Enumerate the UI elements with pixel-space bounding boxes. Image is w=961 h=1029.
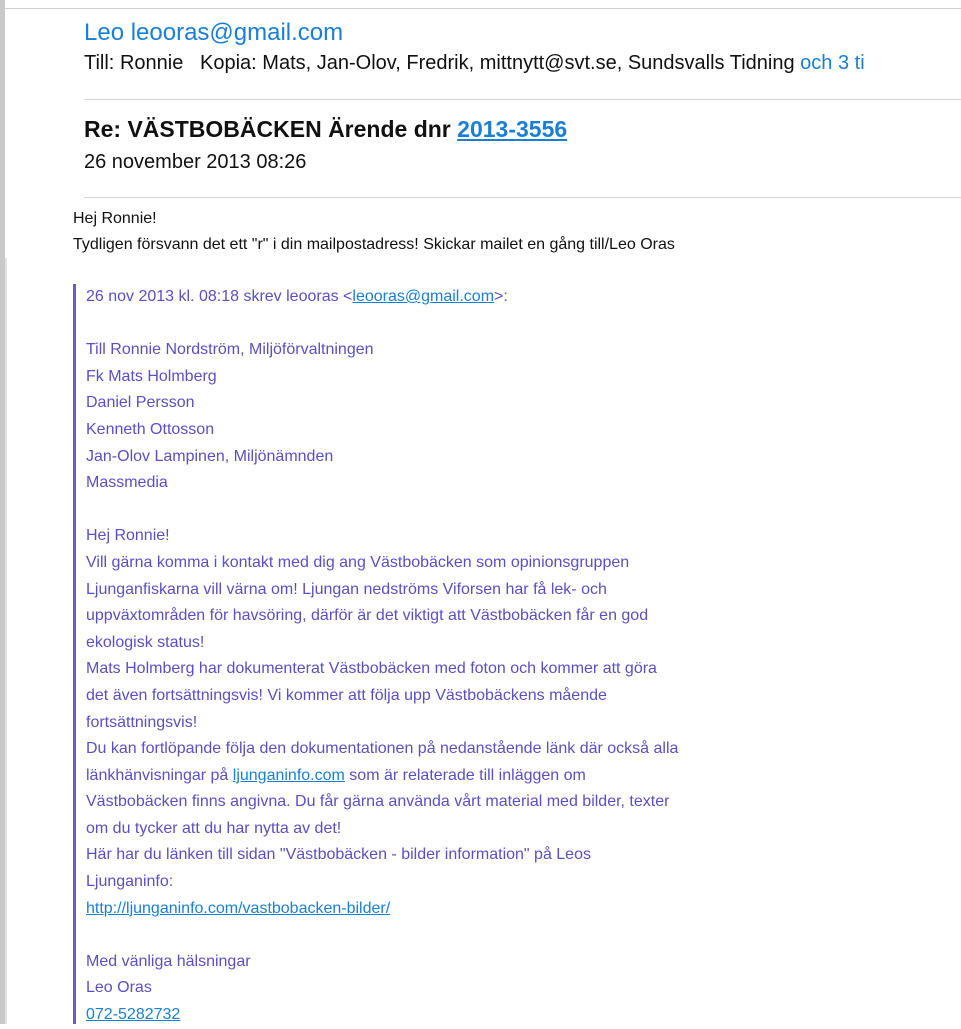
- subject-case-link[interactable]: 2013-3556: [457, 116, 568, 142]
- recipient-line: Till Ronnie Nordström, Miljöförvaltningen: [86, 341, 374, 359]
- sender[interactable]: Leo leooras@gmail.com: [84, 19, 344, 46]
- link-line-prefix: länkhänvisningar på: [86, 766, 233, 784]
- recipients-line: [84, 49, 865, 77]
- attribution-email-link[interactable]: leooras@gmail.com: [352, 288, 495, 305]
- recipient-line: Jan-Olov Lampinen, Miljönämnden: [86, 447, 334, 465]
- phone-link[interactable]: 072-5282732: [86, 1006, 181, 1024]
- ljunganinfo-link[interactable]: ljunganinfo.com: [232, 766, 345, 784]
- body-line: Mats Holmberg har dokumenterat Västbobäcken med foton och kommer att göra: [86, 660, 657, 678]
- pane-edge: [5, 258, 7, 1024]
- url-line: [86, 896, 678, 923]
- link-line-suffix: som är relaterade till inläggen om: [344, 766, 586, 784]
- to-recipient[interactable]: Ronnie: [119, 52, 184, 74]
- message-header: [84, 0, 961, 200]
- body-line: Vill gärna komma i kontakt med dig ang Västbobäcken som opinionsgruppen: [86, 553, 630, 571]
- subject: [84, 114, 567, 144]
- closing: Med vänliga hälsningar: [86, 952, 251, 970]
- phone-line: [86, 1002, 678, 1029]
- quote-greeting: Hej Ronnie!: [86, 527, 170, 545]
- cc-recipients[interactable]: Mats, Jan-Olov, Fredrik, mittnytt@svt.se, Sundsvalls Tidning: [262, 52, 795, 74]
- recipient-line: Fk Mats Holmberg: [86, 367, 217, 385]
- body-line: Här har du länken till sidan "Västbobäcken - bilder information" på Leos: [86, 846, 591, 864]
- recipient-line: Massmedia: [86, 474, 168, 492]
- body-line: uppväxtområden för havsöring, därför är det viktigt att Västbobäcken får en god: [86, 607, 649, 625]
- intro-greeting: Hej Ronnie!: [73, 210, 157, 227]
- recipient-line: Daniel Persson: [86, 394, 195, 412]
- body-line: Ljunganinfo:: [86, 873, 174, 891]
- body-line: det även fortsättningsvis! Vi kommer att följa upp Västbobäckens mående: [86, 686, 607, 704]
- vastbobacken-url-link[interactable]: http://ljunganinfo.com/vastbobacken-bilder/: [86, 899, 391, 917]
- body-line-with-link: [86, 763, 678, 790]
- body-divider: [84, 197, 961, 198]
- attribution-text: 26 nov 2013 kl. 08:18 skrev leooras <: [86, 288, 353, 305]
- body-line: Västbobäcken finns angivna. Du får gärna använda vårt material med bilder, texter: [86, 793, 670, 811]
- body-line: Du kan fortlöpande följa den dokumentationen på nedanstående länk där också alla: [86, 740, 679, 758]
- header-divider: [84, 99, 961, 100]
- body-line: fortsättningsvis!: [86, 713, 198, 731]
- attribution-suffix: >:: [494, 288, 508, 305]
- intro-text: Tydligen försvann det ett "r" i din mailpostadress! Skickar mailet en gång till/Leo Oras: [73, 236, 675, 253]
- body-line: Ljunganfiskarna vill värna om! Ljungan nedströms Viforsen har få lek- och: [86, 580, 607, 598]
- more-recipients-link[interactable]: och 3 ti: [800, 52, 865, 74]
- signature-name: Leo Oras: [86, 979, 152, 997]
- body-line: ekologisk status!: [86, 633, 205, 651]
- cc-label: Kopia:: [200, 52, 257, 74]
- message-intro: [73, 206, 675, 258]
- message-date: 26 november 2013 08:26: [84, 151, 307, 173]
- subject-text: Re: VÄSTBOBÄCKEN Ärende dnr: [84, 116, 451, 142]
- quoted-message: [73, 284, 836, 1024]
- quote-attribution: [86, 284, 678, 311]
- to-label: Till:: [84, 52, 115, 74]
- body-line: om du tycker att du har nytta av det!: [86, 819, 342, 837]
- quoted-body: [86, 284, 678, 1029]
- recipient-line: Kenneth Ottosson: [86, 420, 215, 438]
